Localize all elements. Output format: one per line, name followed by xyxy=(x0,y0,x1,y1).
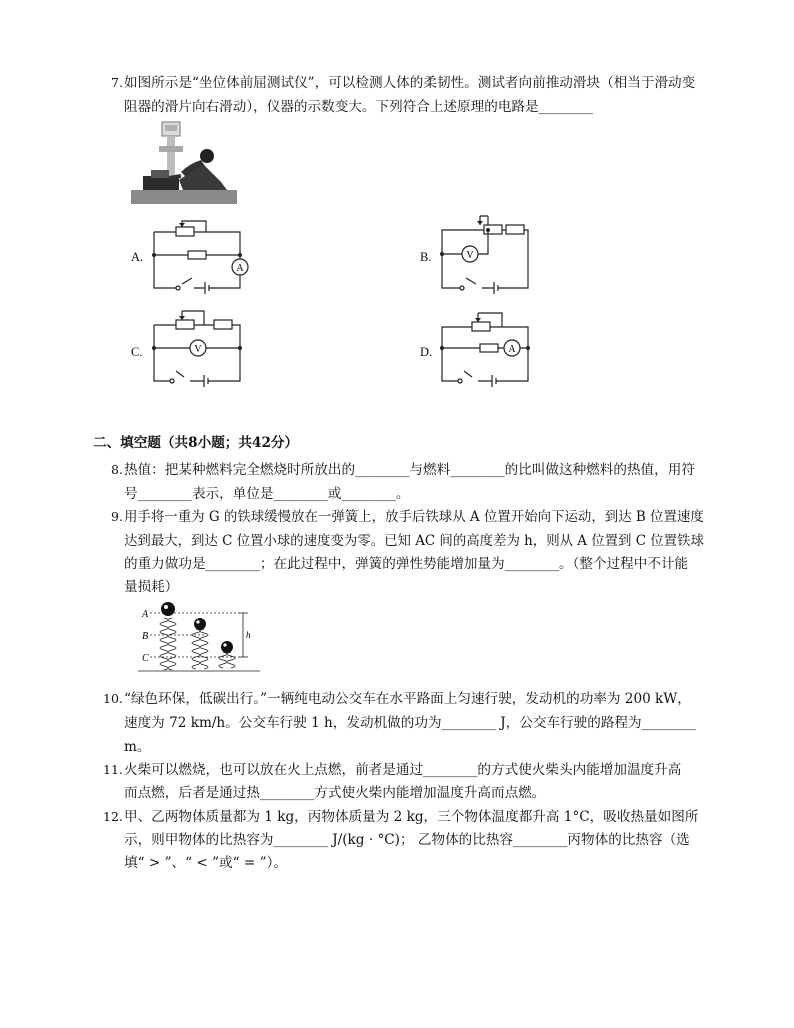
option-d-label: D. xyxy=(420,345,433,359)
ammeter-a-label: A xyxy=(236,263,244,274)
circuit-b xyxy=(436,210,541,298)
question-9-line-3: 的重力做功是________；在此过程中，弹簧的弹性势能增加量为________。（整个过程中不计能 xyxy=(124,556,689,572)
question-8-line-1: 热值：把某种燃料完全燃烧时所放出的________与燃料________的比叫做这种燃料的热值，用符 xyxy=(124,462,695,478)
question-12-line-2: 示，则甲物体的比热容为________ J/(kg · °C)； 乙物体的比热容________丙物体的比热容（选 xyxy=(124,832,690,848)
question-11-line-2: 而点燃，后者是通过热________方式使火柴内能增加温度升高而点燃。 xyxy=(124,785,546,801)
circuit-a xyxy=(148,213,253,298)
question-7-line-1: 如图所示是“坐位体前屈测试仪”，可以检测人体的柔韧性。测试者向前推动滑块（相当于滑动变 xyxy=(124,75,696,91)
option-b-label: B. xyxy=(420,250,432,264)
position-c-label: C xyxy=(142,653,149,664)
question-9-line-1: 用手将一重为 G 的铁球缓慢放在一弹簧上，放手后铁球从 A 位置开始向下运动，到达 B 位置速度 xyxy=(124,509,704,525)
option-a-label: A. xyxy=(131,250,144,264)
question-11-number: 11. xyxy=(103,762,123,777)
circuit-d xyxy=(436,305,541,390)
position-a-label: A xyxy=(142,609,149,620)
height-h-label: h xyxy=(246,630,251,640)
question-9-line-4: 量损耗） xyxy=(124,579,179,595)
question-10-number: 10. xyxy=(103,691,123,706)
section-2-title: 二、填空题（共8小题；共42分） xyxy=(93,435,299,451)
voltmeter-c-label: V xyxy=(194,344,202,355)
question-10-line-1: “绿色环保，低碳出行。”一辆纯电动公交车在水平路面上匀速行驶，发动机的功率为 200 kW， xyxy=(124,691,691,707)
voltmeter-b-label: V xyxy=(466,250,474,261)
question-11-line-1: 火柴可以燃烧，也可以放在火上点燃，前者是通过________的方式使火柴头内能增加温度升高 xyxy=(124,762,682,778)
circuit-c xyxy=(148,305,253,390)
question-10-line-3: m。 xyxy=(124,739,151,755)
question-7-number: 7. xyxy=(111,75,123,90)
question-12-number: 12. xyxy=(103,809,123,824)
option-c-label: C. xyxy=(131,345,143,359)
spring-ball-figure xyxy=(136,598,262,674)
position-b-label: B xyxy=(142,631,149,642)
sit-and-reach-photo xyxy=(129,120,239,206)
question-12-line-3: 填“ > ”、“ < ”或“ = ”）。 xyxy=(124,855,287,871)
question-9-number: 9. xyxy=(111,509,123,524)
question-9-line-2: 达到最大，到达 C 位置小球的速度变为零。已知 AC 间的高度差为 h，则从 A 位置到 C 位置铁球 xyxy=(124,533,704,549)
question-7-line-2: 阻器的滑片向右滑动），仪器的示数变大。下列符合上述原理的电路是________ xyxy=(124,99,593,115)
question-12-line-1: 甲、乙两物体质量都为 1 kg，丙物体质量为 2 kg，三个物体温度都升高 1°C，吸收热量如图所 xyxy=(124,809,699,825)
question-8-line-2: 号________表示，单位是________或________。 xyxy=(124,486,410,502)
question-8-number: 8. xyxy=(111,462,123,477)
ammeter-d-label: A xyxy=(508,344,516,355)
question-10-line-2: 速度为 72 km/h。公交车行驶 1 h，发动机做的功为________ J，公交车行驶的路程为________ xyxy=(124,715,696,731)
